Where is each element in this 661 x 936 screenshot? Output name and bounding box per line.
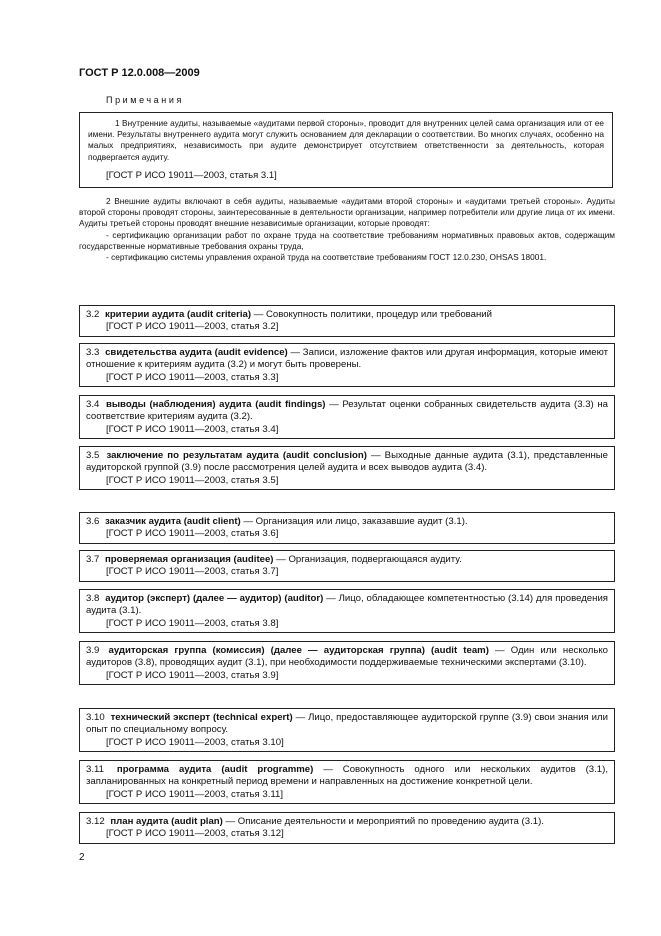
note-2-item-1: - сертификацию организации работ по охране труда на соответствие требованиям нормативных правовых актов, содержащим государственные нормативные требования охраны труда, (79, 229, 615, 251)
term-definition: — Совокупность политики, процедур или требований (251, 309, 493, 320)
term-definition: — Лицо, обладающее компетентностью (3.14) для проведения аудита (3.1). (86, 593, 608, 617)
term-reference: [ГОСТ Р ИСО 19011—2003, статья 3.3] (106, 371, 279, 383)
term-definition: — Организация или лицо, заказавшие аудит (3.1). (240, 516, 468, 527)
term-definition: — Один или несколько аудиторов (3.8), проводящих аудит (3.1), при необходимости поддерживаемые техническими экспертами (3.10). (86, 645, 608, 669)
term-number: 3.9 (86, 645, 100, 656)
term-box-3-8 (79, 589, 615, 633)
term-reference: [ГОСТ Р ИСО 19011—2003, статья 3.11] (106, 788, 284, 800)
term-reference: [ГОСТ Р ИСО 19011—2003, статья 3.9] (106, 669, 279, 681)
term-box-3-5 (79, 446, 615, 490)
page-number: 2 (79, 852, 85, 863)
term-number: 3.4 (86, 399, 100, 410)
term-number: 3.6 (86, 516, 100, 527)
term-reference: [ГОСТ Р ИСО 19011—2003, статья 3.4] (106, 423, 279, 435)
term-reference: [ГОСТ Р ИСО 19011—2003, статья 3.7] (106, 566, 279, 578)
note-1-reference: [ГОСТ Р ИСО 19011—2003, статья 3.1] (106, 169, 277, 181)
term-reference: [ГОСТ Р ИСО 19011—2003, статья 3.12] (106, 828, 284, 840)
term-reference: [ГОСТ Р ИСО 19011—2003, статья 3.2] (106, 321, 279, 333)
term-definition: — Результат оценки собранных свидетельств аудита (3.3) на соответствие критериям аудита (3.2). (86, 399, 608, 423)
term-name: проверяемая организация (auditee) (105, 554, 274, 565)
term-box-3-12 (79, 812, 615, 844)
term-box-3-11 (79, 760, 615, 804)
term-box-3-4 (79, 395, 615, 439)
term-number: 3.12 (86, 816, 105, 827)
term-number: 3.7 (86, 554, 100, 565)
term-box-3-2 (79, 305, 615, 337)
term-definition: — Записи, изложение фактов или другая информация, которые имеют отношение к критериям аудита (3.2) и могут быть проверены. (86, 347, 608, 371)
document-header: ГОСТ Р 12.0.008—2009 (79, 67, 200, 79)
term-name: заключение по результатам аудита (audit conclusion) (106, 450, 367, 461)
term-name: технический эксперт (technical expert) (110, 712, 293, 723)
note-2-item-2: - сертификацию системы управления охраной труда на соответствие требованиям ГОСТ 12.0.230, OHSAS 18001. (106, 252, 547, 263)
term-number: 3.5 (86, 450, 100, 461)
note-1-text: 1 Внутренние аудиты, называемые «аудитами первой стороны», проводит для внутренних целей сама организация или от ее имени. Результаты внутреннего аудита могут служить основанием для декларации о соответствии. Во многих случаях, особенно на малых предприятиях, независимость при аудите демонстрирует отсутствием ответственности за деятельность, которая подвергается аудиту. (88, 118, 604, 162)
note-2 (79, 196, 615, 263)
term-name: заказчик аудита (audit client) (105, 516, 241, 527)
term-reference: [ГОСТ Р ИСО 19011—2003, статья 3.10] (106, 736, 284, 748)
term-name: программа аудита (audit programme) (116, 764, 314, 775)
term-definition: — Лицо, предоставляющее аудиторской группе (3.9) свои знания или опыт по специальному вопросу. (86, 712, 608, 736)
term-box-3-9 (79, 641, 615, 685)
term-name: план аудита (audit plan) (110, 816, 223, 827)
term-box-3-6 (79, 512, 615, 544)
term-number: 3.3 (86, 347, 100, 358)
note-2-text: 2 Внешние аудиты включают в себя аудиты, называемые «аудитами второй стороны» и «аудитами третьей стороны». Аудиты второй стороны проводят стороны, заинтересованные в деятельности организации, например потребители или другие лица от их имени. Аудиты третьей стороны проводят внешние независимые организации, которые проводят: (79, 196, 615, 229)
term-name: аудитор (эксперт) (далее — аудитор) (auditor) (105, 593, 324, 604)
term-reference: [ГОСТ Р ИСО 19011—2003, статья 3.6] (106, 528, 279, 540)
term-number: 3.11 (86, 764, 104, 775)
term-definition: — Выходные данные аудита (3.1), представленные аудиторской группой (3.9) после рассмотрения целей аудита и всех выводов аудита (3.4). (86, 450, 608, 474)
term-number: 3.2 (86, 309, 100, 320)
term-number: 3.10 (86, 712, 105, 723)
term-reference: [ГОСТ Р ИСО 19011—2003, статья 3.5] (106, 474, 279, 486)
note-1-box (79, 112, 613, 188)
term-box-3-7 (79, 550, 615, 582)
term-name: выводы (наблюдения) аудита (audit findings) (105, 399, 326, 410)
term-definition: — Совокупность одного или нескольких аудитов (3.1), запланированных на конкретный период времени и направленных на достижение конкретной цели. (86, 764, 609, 788)
term-name: свидетельства аудита (audit evidence) (105, 347, 288, 358)
term-box-3-3 (79, 343, 615, 387)
term-name: аудиторская группа (комиссия) (далее — аудиторская группа) (audit team) (108, 645, 489, 656)
term-name: критерии аудита (audit criteria) (105, 309, 252, 320)
term-box-3-10 (79, 708, 615, 752)
term-number: 3.8 (86, 593, 100, 604)
term-definition: — Описание деятельности и мероприятий по проведению аудита (3.1). (222, 816, 544, 827)
term-reference: [ГОСТ Р ИСО 19011—2003, статья 3.8] (106, 617, 279, 629)
notes-title: Примечания (106, 95, 184, 105)
term-definition: — Организация, подвергающаяся аудиту. (273, 554, 462, 565)
